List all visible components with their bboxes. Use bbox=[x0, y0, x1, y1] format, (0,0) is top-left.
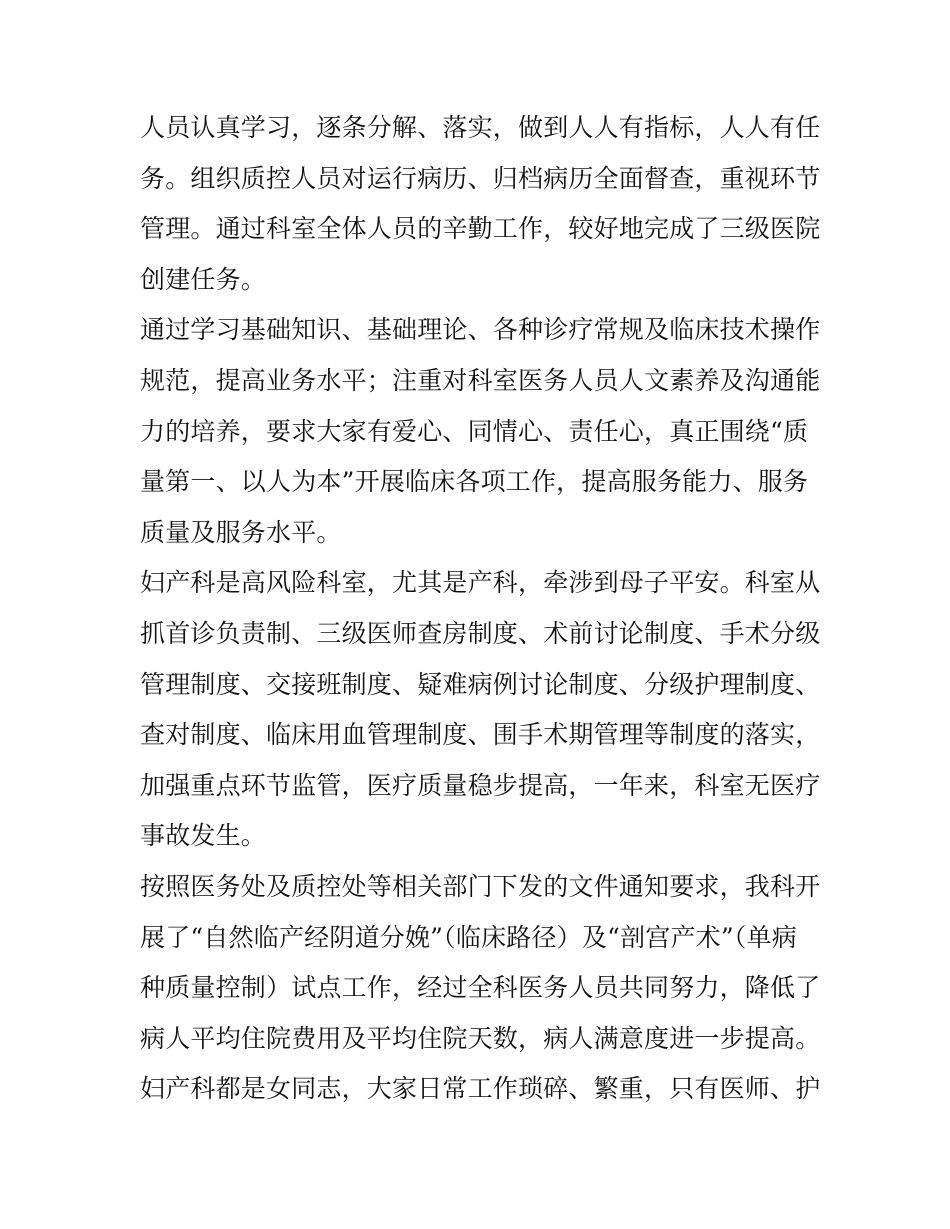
text-line-13: 查对制度、临床用血管理制度、围手术期管理等制度的落实， bbox=[140, 720, 821, 750]
text-line-9: 质量及服务水平。 bbox=[140, 517, 342, 547]
text-line-12: 管理制度、交接班制度、疑难病例讨论制度、分级护理制度、 bbox=[140, 669, 821, 699]
text-line-3: 管理。通过科室全体人员的辛勤工作，较好地完成了三级医院 bbox=[140, 214, 821, 244]
text-line-20: 妇产科都是女同志，大家日常工作琐碎、繁重，只有医师、护 bbox=[140, 1074, 821, 1104]
text-line-17: 展了“自然临产经阴道分娩”（临床路径）及“剖宫产术”（单病 bbox=[140, 922, 797, 952]
document-body bbox=[140, 103, 820, 1115]
text-line-8: 量第一、以人为本”开展临床各项工作，提高服务能力、服务 bbox=[140, 467, 809, 497]
text-line-18: 种质量控制）试点工作，经过全科医务人员共同努力，降低了 bbox=[140, 973, 821, 1003]
text-line-11: 抓首诊负责制、三级医师查房制度、术前讨论制度、手术分级 bbox=[140, 618, 821, 648]
text-line-1: 人员认真学习，逐条分解、落实，做到人人有指标，人人有任 bbox=[140, 113, 821, 142]
text-line-19: 病人平均住院费用及平均住院天数，病人满意度进一步提高。 bbox=[140, 1023, 821, 1053]
text-line-4: 创建任务。 bbox=[140, 264, 267, 294]
text-line-16: 按照医务处及质控处等相关部门下发的文件通知要求，我科开 bbox=[140, 871, 821, 901]
text-line-7: 力的培养，要求大家有爱心、同情心、责任心，真正围绕“质 bbox=[140, 416, 809, 446]
text-line-2: 务。组织质控人员对运行病历、归档病历全面督查，重视环节 bbox=[140, 163, 821, 193]
text-line-6: 规范，提高业务水平；注重对科室医务人员人文素养及沟通能 bbox=[140, 365, 821, 395]
text-line-5: 通过学习基础知识、基础理论、各种诊疗常规及临床技术操作 bbox=[140, 315, 821, 345]
text-line-14: 加强重点环节监管，医疗质量稳步提高，一年来，科室无医疗 bbox=[140, 770, 821, 800]
text-line-15: 事故发生。 bbox=[140, 821, 267, 851]
text-line-10: 妇产科是高风险科室，尤其是产科，牵涉到母子平安。科室从 bbox=[140, 568, 821, 598]
